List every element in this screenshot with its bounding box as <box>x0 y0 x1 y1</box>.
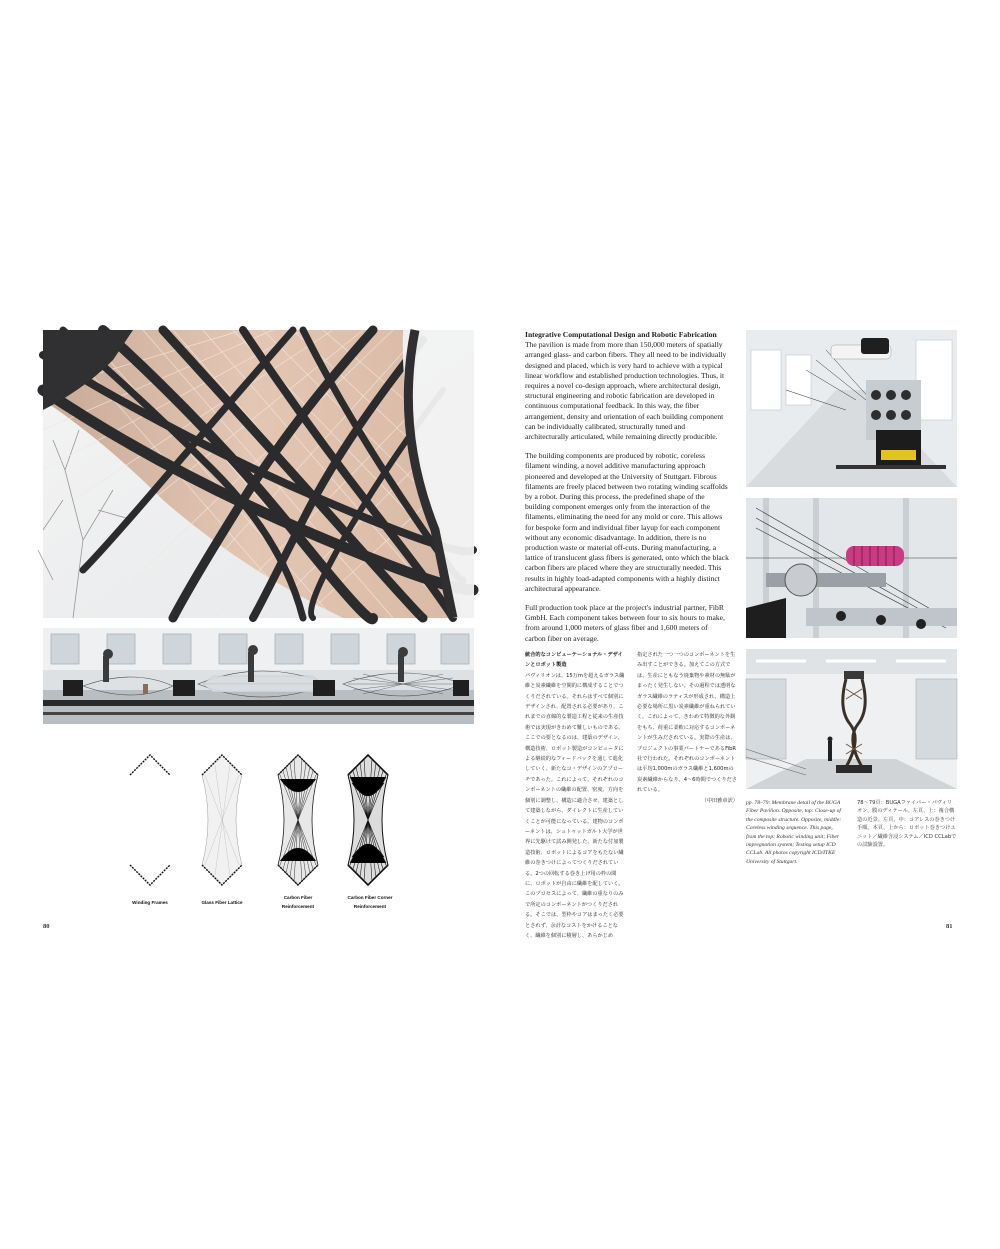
fiber-detail-photo <box>43 330 474 618</box>
japanese-text-1: パヴィリオンは、15万mを超えるガラス繊維と炭素繊維を空間的に構成することでつくりだされている。それらはすべて個別にデザインされ、配置される必要があり、これまでの直線的な製造工程と従来の生産技術では実現がきわめて難しいものである。ここでの要となるのは、建築のデザイン、構造技術、ロボット製造がコンピュータによる継続的なフィードバックを通して進化していく、新たなコ・デザインのアプローチであった。これによって、それぞれのコンポーネントの繊維の配置、密度、方向を個別に調整し、構造に適合させ、建築として建築しながら、ダイレクトに生産していくことが可能になっている。建物のコンポーネントは、シュトゥットガルト大学が世界に先駆けて試み開発した、新たな付加製造技術、ロボットによるコアをもたない繊維の巻きつけによってつくりだされている。2つの回転する巻き上げ用の枠の間に、ロボットが自由に繊維を配していく。このプロセスによって、繊維の重なりのみで所定のコンポーネントがつくりだされる。そこでは、型枠やコアはまったく必要とされず、余計なコストをかけることなく、繊維を個別に積層し、あらかじめ <box>525 672 625 939</box>
label-carbon-fiber-reinforcement: Carbon Fiber Reinforcement <box>281 895 315 909</box>
photo-caption-en: pp. 78–79: Membrane detail of the BUGA Fiber Pavilion. Opposite, top: Close-up of the composite structure. Opposite, middle: Coreless winding sequence. This page, from the top: Robotic winding unit; Fiber impregnation system; Testing setup ICD CCLab. All photos copyright ICD/ITKE University of Stuttgart. <box>746 800 842 865</box>
translator-credit: （中田雅章訳） <box>701 797 738 804</box>
article-heading: Integrative Computational Design and Robotic Fabrication <box>525 330 717 339</box>
fiber-impregnation-photo <box>746 498 957 638</box>
photo-caption-jp: 78〜79頁：BUGAファイバー・パヴィリオン、膜のディテール。左頁、上：複合構造の近景。左頁、中：コアレスの巻きつけ手順。本頁、上から：ロボット巻きつけユニット／繊維含浸システム／ICD CCLabでの試験設置。 <box>857 800 957 849</box>
english-body <box>525 330 730 653</box>
japanese-column-2 <box>637 650 738 806</box>
paragraph-1: The pavilion is made from more than 150,000 meters of spatially arranged glass- and carbon fibers. They all need to be individually designed and placed, which is very hard to achieve with a typical linear workflow and established production technologies. Thus, it requires a novel co-design approach, where architectural design, structural engineering and robotic fabrication are developed in continuous computational feedback. In this way, the fiber arrangement, density and orientation of each building component can be individually calibrated, structurally tuned and architecturally articulated, while remaining directly producible. <box>525 340 727 442</box>
page-number-right: 81 <box>946 923 953 930</box>
winding-frames-diagram <box>130 755 170 885</box>
glass-lattice-diagram <box>202 755 242 885</box>
japanese-heading: 統合的なコンピューテーショナル・デザインとロボット製造 <box>525 652 623 669</box>
japanese-text-2: 指定された一つ一つのコンポーネントを生み出すことができる。加えてこの方式では、生産にともなう廃棄物や素材の無駄がまったく発生しない。その過程では透明なガラス繊維のラティスが形成され、構造上必要な場所に黒い炭素繊維が重ねられていく。これによって、きわめて特徴的な外観をもち、荷重に柔軟に対応するコンポーネントが生みだされている。実際の生産は、プロジェクトの事業パートナーであるFibR社で行われた。それぞれのコンポーネントは平均1,000mのガラス繊維と1,600mの炭素繊維からなり、4〜6時間でつくりだされている。 <box>637 652 737 794</box>
corner-reinforcement-diagram <box>348 755 388 885</box>
fabrication-diagrams <box>120 745 400 915</box>
robotic-winding-unit-photo <box>746 330 957 487</box>
winding-sequence-photo <box>43 628 474 724</box>
label-winding-frames: Winding Frames <box>132 900 168 905</box>
carbon-reinforcement-diagram <box>278 755 318 885</box>
page-number-left: 80 <box>43 923 50 930</box>
japanese-column-1 <box>525 650 626 939</box>
testing-setup-photo <box>746 649 957 789</box>
paragraph-2: The building components are produced by robotic, coreless filament winding, a novel additive manufacturing approach pioneered and developed at the University of Stuttgart. Fibrous filaments are freely placed between two rotating winding scaffolds by a robot. During this process, the predefined shape of the building component emerges only from the interaction of the filaments, eliminating the need for any mold or core. This allows for bespoke form and individual fiber layup for each component without any economic disadvantage. In addition, there is no production waste or material off-cuts. During manufacturing, a lattice of translucent glass fibers is generated, onto which the black carbon fibers are placed where they are structurally needed. This results in highly load-adapted components with a highly distinct architectural appearance. <box>525 451 729 593</box>
paragraph-3: Full production took place at the project's industrial partner, FibR GmbH. Each component takes between four to six hours to make, from around 1,000 meters of glass fiber and 1,600 meters of carbon fiber on average. <box>525 603 725 643</box>
label-glass-fiber-lattice: Glass Fiber Lattice <box>201 900 243 905</box>
label-carbon-fiber-corner-reinforcement: Carbon Fiber Corner Reinforcement <box>347 895 393 909</box>
